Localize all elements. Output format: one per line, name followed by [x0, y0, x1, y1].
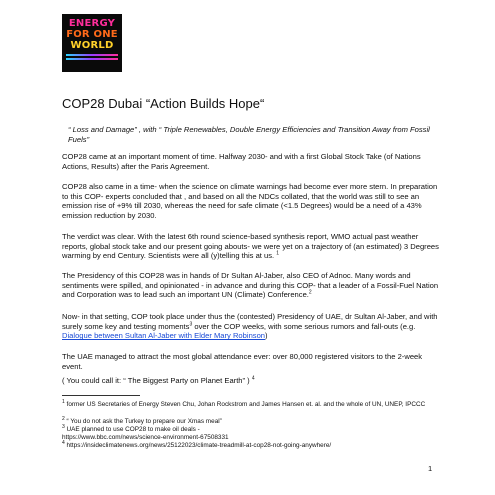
footnote-2 [62, 415, 462, 426]
footnote-ref-3[interactable]: 3 [189, 321, 193, 328]
paragraph-3 [62, 232, 442, 261]
logo-line-2: FOR ONE [66, 29, 118, 40]
paragraph-2: COP28 also came in a time- when the science on climate warnings had become ever more stern. In preparation to this COP- experts concluded that , and based on all the NDCs collated, that the world was still to see an emission rise of +9% till 2030, whereas the need for safe climate (<1.5 Degrees) would be a need of a 43% emission reduction by 2030. [62, 182, 438, 220]
paragraph-5-text-a: Now- in that setting, COP took place under thus the (contested) Presidency of UAE, dr Sultan Al-Jaber, and with surely some key and testing moments [62, 312, 438, 331]
footnote-4-number: 4 [62, 439, 65, 446]
footnote-ref-1[interactable]: 1 [276, 250, 280, 257]
page-title: COP28 Dubai “Action Builds Hope“ [62, 96, 265, 111]
paragraph-6: The UAE managed to attract the most global attendance ever: over 80,000 registered visitors to the 2-week event. [62, 352, 423, 371]
footnote-3 [62, 423, 462, 442]
footnote-3-number: 3 [62, 423, 65, 430]
footnote-2-text: “ You do not ask the Turkey to prepare our Xmas meal” [64, 418, 222, 425]
dialogue-link[interactable]: Dialogue between Sultan Al-Jaber with Elder Mary Robinson [62, 331, 266, 341]
footnote-ref-4[interactable]: 4 [251, 375, 255, 382]
footnote-3-url[interactable]: https://www.bbc.com/news/science-environment-67508331 [62, 434, 229, 441]
footnote-4-text[interactable]: https://insideclimatenews.org/news/25122023/climate-treadmill-at-cop28-not-going-anywhere/ [64, 442, 332, 449]
footnote-4 [62, 439, 462, 450]
subtitle: “ Loss and Damage” , with “ Triple Renewables, Double Energy Efficiencies and Transition Away from Fossil Fuels” [68, 125, 430, 144]
energy-for-one-world-logo [62, 14, 122, 72]
logo-decoration [66, 54, 118, 64]
footnote-1 [62, 398, 462, 409]
paragraph-4 [62, 271, 442, 300]
footnote-3-text: UAE planned to use COP28 to make oil deals - [64, 426, 200, 433]
paragraph-7 [62, 376, 442, 386]
logo-line-1: ENERGY [68, 18, 116, 29]
paragraph-5-text-b: over the COP weeks, with some serious rumors and fall-outs (e.g. [192, 321, 416, 331]
paragraph-3-text: The verdict was clear. With the latest 6th round science-based synthesis report, WMO actual past weather reports, global stock take and our present going abouts- we were yet on a trajectory of (an estimated) 3 Degrees warming by end Century. Scientists were all (y)telling this at us. [62, 232, 439, 261]
footnote-divider [62, 395, 140, 396]
paragraph-4-text: The Presidency of this COP28 was in hands of Dr Sultan Al-Jaber, also CEO of Adnoc. Many words and sentiments were spilled, and opinionated - in advance and during this COP- that a leader of a Fossil-Fuel Nation and Corporation was to lead such an important UN (Climate) Conference. [62, 271, 439, 300]
footnote-ref-2[interactable]: 2 [308, 289, 312, 296]
page-number: 1 [428, 464, 433, 473]
paragraph-1: COP28 came at an important moment of time. Halfway 2030- and with a first Global Stock Take (of Nations Actions, Results) after the Paris Agreement. [62, 152, 421, 171]
paragraph-5-text-c: ) [265, 331, 268, 341]
paragraph-7-text: ( You could call it: “ The Biggest Party on Planet Earth” ) [62, 376, 250, 385]
footnote-1-text: former US Secretaries of Energy Steven Chu, Johan Rockstrom and James Hansen et. al. and the whole of UN, UNEP, IPCCC [64, 401, 426, 408]
logo-line-3: WORLD [70, 40, 114, 51]
paragraph-5 [62, 312, 442, 341]
footnote-2-number: 2 [62, 415, 65, 422]
footnote-1-number: 1 [62, 398, 65, 405]
